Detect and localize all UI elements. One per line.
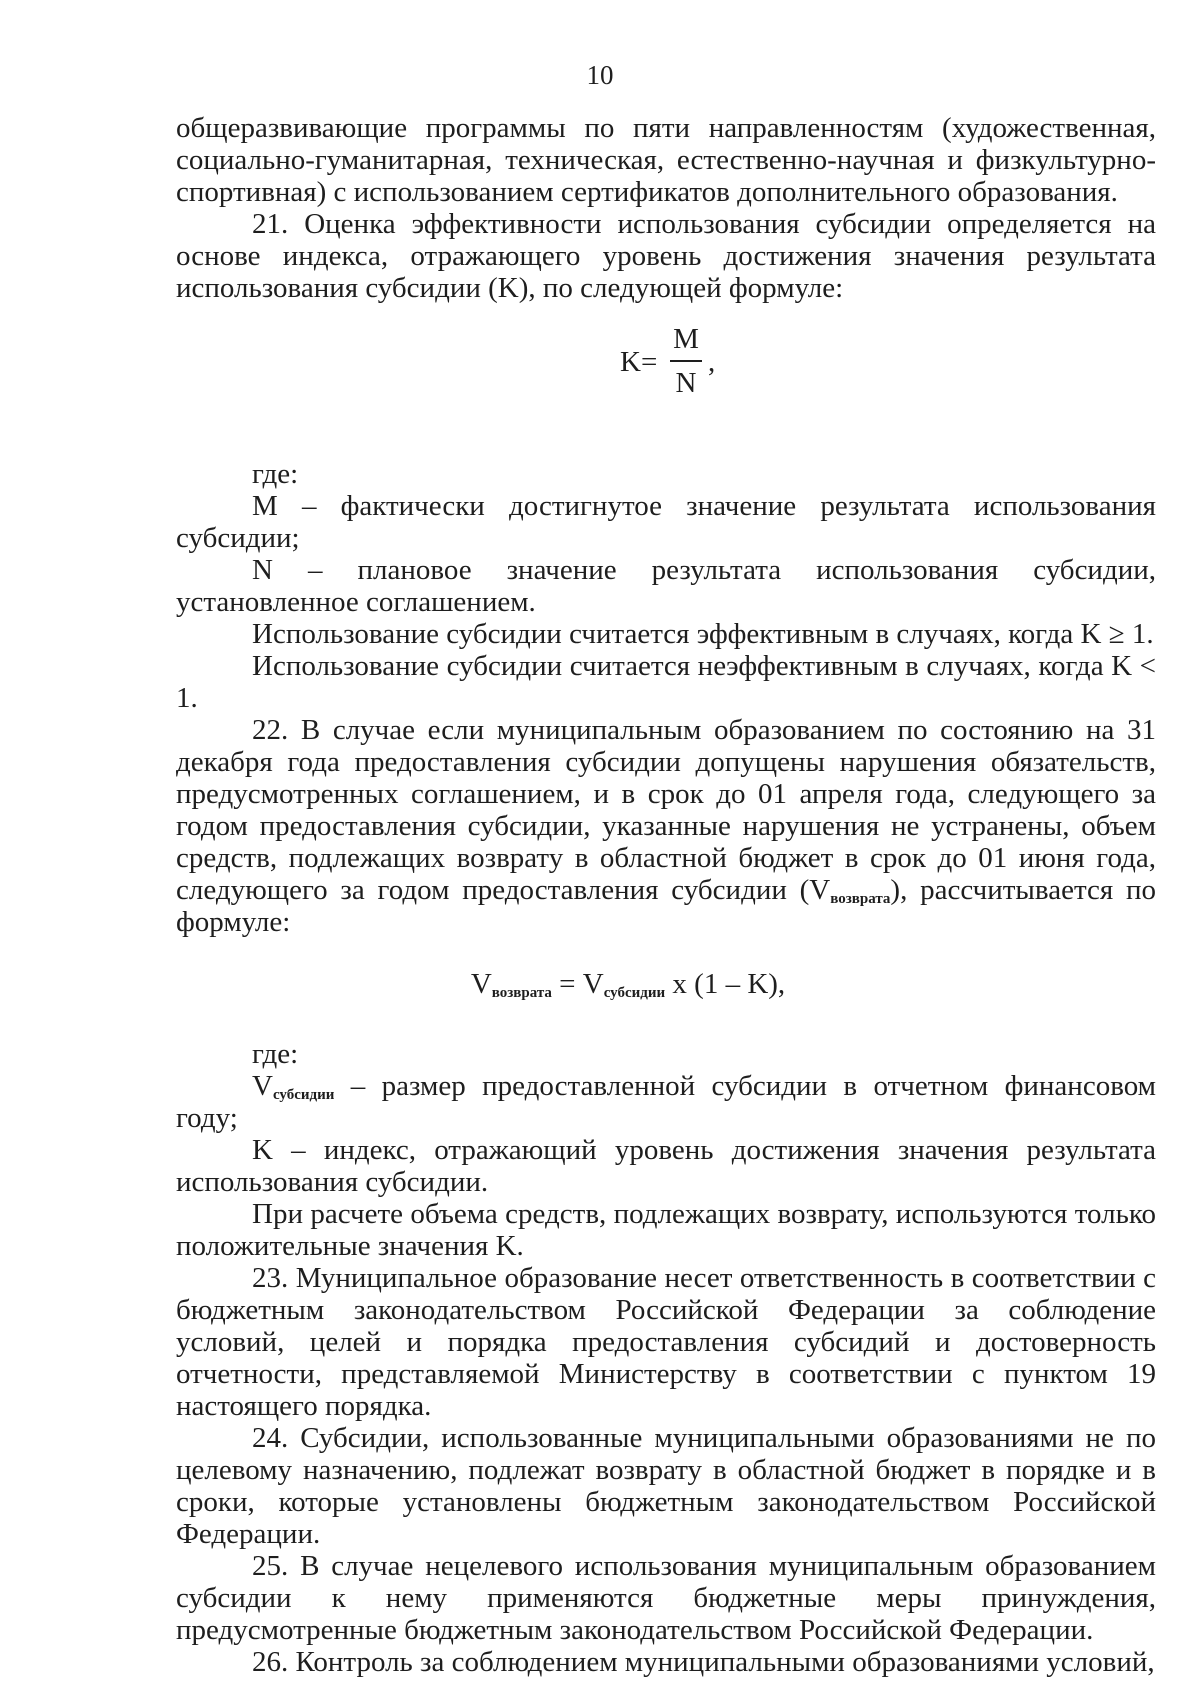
where-label-2: где:	[252, 1038, 299, 1070]
formula-k	[176, 322, 1156, 418]
formula-v-return	[176, 968, 1156, 1008]
ineffective-condition: Использование субсидии считается неэффективным в случаях, когда K < 1.	[176, 650, 1156, 714]
formula-rest: x (1 – K),	[665, 968, 786, 1000]
n-definition: N – плановое значение результата использования субсидии, установленное соглашением.	[176, 554, 1156, 618]
formula-k-denominator: N	[675, 367, 697, 399]
paragraph-23: 23. Муниципальное образование несет ответственность в соответствии с бюджетным законодательством Российской Федерации за соблюдение условий, целей и порядка предоставления субсидий и достоверность отчетности, представляемой Министерству в соответствии с пунктом 19 настоящего порядка.	[176, 1262, 1156, 1422]
document-body	[176, 112, 1156, 1678]
m-definition: M – фактически достигнутое значение результата использования субсидии;	[176, 490, 1156, 554]
paragraph-22-end: ), рассчитывается по формуле:	[176, 874, 1157, 938]
paragraph-25: 25. В случае нецелевого использования муниципальным образованием субсидии к нему применяются бюджетные меры принуждения, предусмотренные бюджетным законодательством Российской Федерации.	[176, 1550, 1156, 1646]
formula-v2: V	[582, 968, 604, 1000]
formula-k-numerator: M	[673, 323, 699, 355]
paragraph-22	[176, 714, 1156, 938]
paragraph-22-text: 22. В случае если муниципальным образованием по состоянию на 31 декабря года предоставления субсидии допущены нарушения обязательств, предусмотренных соглашением, и в срок до 01 апреля года, следующего за годом предоставления субсидии, указанные нарушения не устранены, объем средств, подлежащих возврату в областной бюджет в срок до 01 июня года, следующего за годом предоставления субсидии (V	[176, 714, 1156, 906]
positive-values-note: При расчете объема средств, подлежащих возврату, используются только положительные значения K.	[176, 1198, 1156, 1262]
formula-k-lhs: K=	[620, 346, 658, 378]
paragraph-24: 24. Субсидии, использованные муниципальными образованиями не по целевому назначению, подлежат возврату в областной бюджет в порядке и в сроки, которые установлены бюджетным законодательством Российской Федерации.	[176, 1422, 1156, 1550]
formula-v1: V	[470, 968, 492, 1000]
v-definition-subscript: субсидии	[272, 1087, 335, 1103]
v-definition	[176, 1070, 1156, 1134]
formula-k-comma: ,	[708, 346, 716, 378]
fraction-bar	[670, 360, 702, 362]
where-label-1: где:	[252, 458, 299, 490]
effective-condition: Использование субсидии считается эффективным в случаях, когда K ≥ 1.	[252, 618, 1154, 650]
formula-v1-subscript: возврата	[491, 985, 552, 1001]
v-definition-symbol: V	[252, 1070, 273, 1102]
paragraph-21: 21. Оценка эффективности использования субсидии определяется на основе индекса, отражающего уровень достижения значения результата использования субсидии (K), по следующей формуле:	[176, 208, 1156, 304]
page-number: 10	[586, 60, 614, 90]
paragraph-26: 26. Контроль за соблюдением муниципальными образованиями условий,	[252, 1646, 1155, 1678]
formula-k-fraction	[666, 322, 706, 400]
formula-v2-subscript: субсидии	[603, 985, 666, 1001]
k-definition: K – индекс, отражающий уровень достижения значения результата использования субсидии.	[176, 1134, 1156, 1198]
v-definition-text: – размер предоставленной субсидии в отчетном финансовом году;	[176, 1070, 1156, 1134]
paragraph-continuation: общеразвивающие программы по пяти направленностям (художественная, социально-гуманитарная, техническая, естественно-научная и физкультурно-спортивная) с использованием сертификатов дополнительного образования.	[176, 112, 1156, 208]
paragraph-22-subscript: возврата	[830, 891, 891, 907]
formula-equals: =	[551, 968, 583, 1000]
